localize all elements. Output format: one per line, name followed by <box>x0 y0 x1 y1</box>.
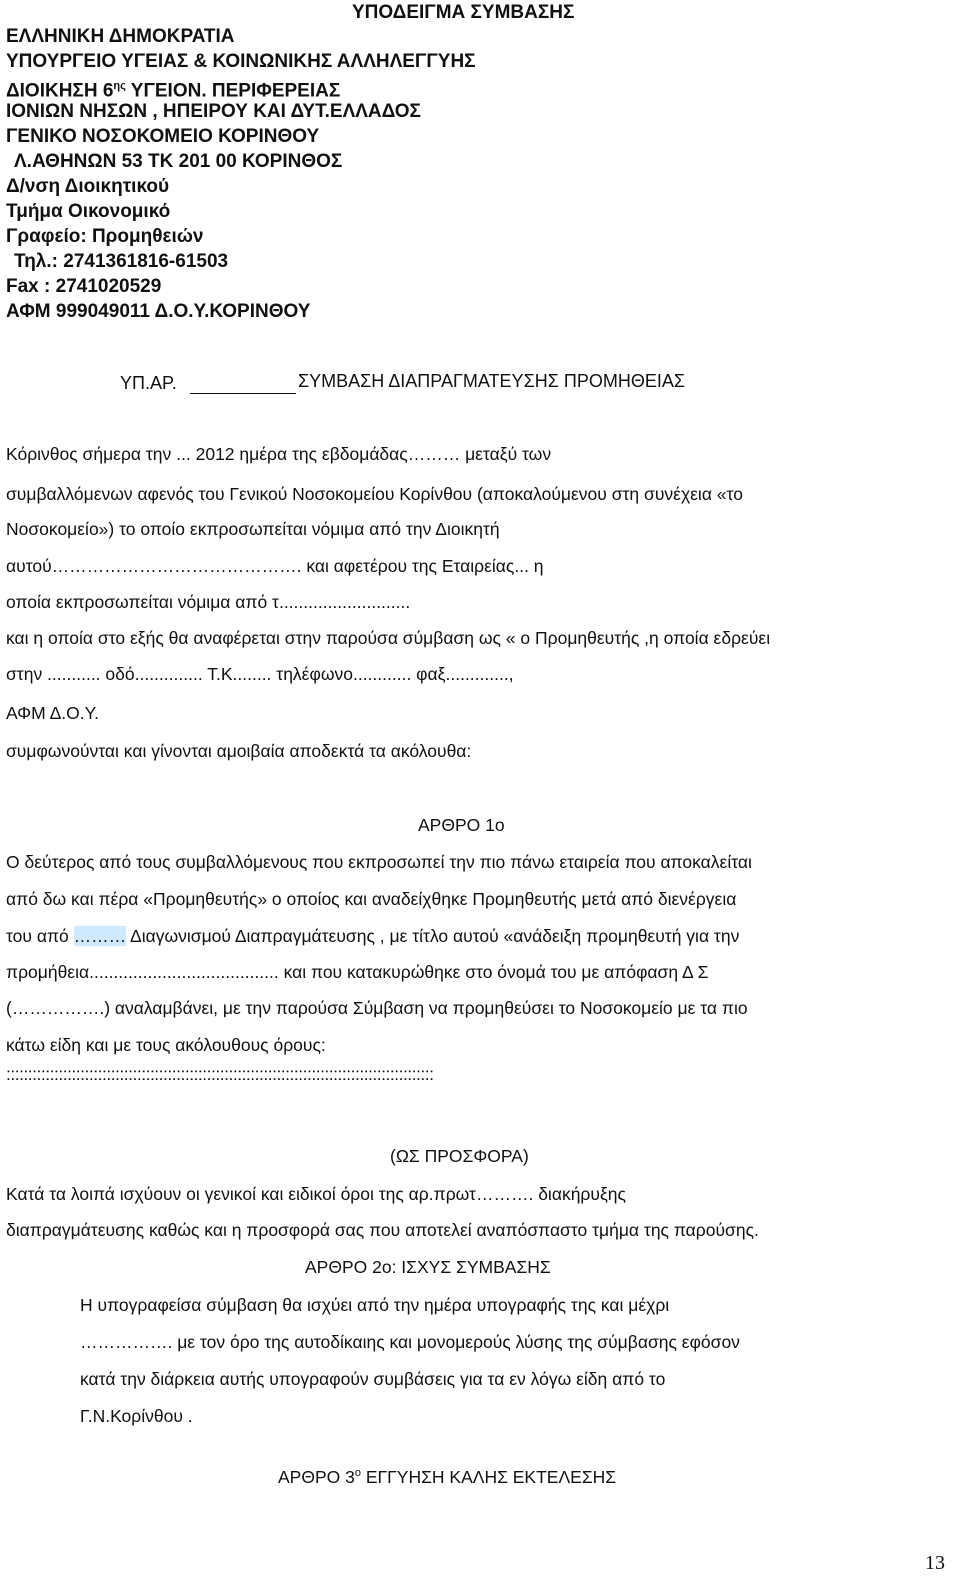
offer-placeholder: (ΩΣ ΠΡΟΣΦΟΡΑ) <box>390 1146 529 1166</box>
intro-line: συμβαλλόμενων αφενός του Γενικού Νοσοκομείου Κορίνθου (αποκαλούμενου στη συνέχεια «το <box>6 484 743 504</box>
header-line-state: ΕΛΛΗΝΙΚΗ ΔΗΜΟΚΡΑΤΙΑ <box>6 26 235 47</box>
dotted-separator: :::::::::::::::::::::::::::::::::::::::::::::::::::::::::::::::::::::::::::::::::::::::::::::::::: <box>6 1064 434 1084</box>
article-1-heading: ΑΡΘΡΟ 1ο <box>418 815 505 835</box>
article-2-line: Γ.Ν.Κορίνθου . <box>80 1406 193 1426</box>
header-line-address: Λ.ΑΘΗΝΩΝ 53 ΤΚ 201 00 ΚΟΡΙΝΘΟΣ <box>14 151 343 172</box>
intro-line: Κόρινθος σήμερα την ... 2012 ημέρα της εβδομάδας……… μεταξύ των <box>6 444 552 464</box>
article-1-closing-line: Κατά τα λοιπά ισχύουν οι γενικοί και ειδικοί όροι της αρ.πρωτ………. διακήρυξης <box>6 1184 626 1204</box>
article-1-line: κάτω είδη και με τους ακόλουθους όρους: <box>6 1035 326 1055</box>
header-line-phone: Τηλ.: 2741361816-61503 <box>14 251 229 272</box>
contract-title: ΣΥΜΒΑΣΗ ΔΙΑΠΡΑΓΜΑΤΕΥΣΗΣ ΠΡΟΜΗΘΕΙΑΣ <box>298 371 685 391</box>
article-1-line: από δω και πέρα «Προμηθευτής» ο οποίος και αναδείχθηκε Προμηθευτής μετά από διενέργεια <box>6 889 737 909</box>
document-title: ΥΠΟΔΕΙΓΜΑ ΣΥΜΒΑΣΗΣ <box>352 2 575 23</box>
header-line-fax: Fax : 2741020529 <box>6 276 162 297</box>
header-line-ministry: ΥΠΟΥΡΓΕΙΟ ΥΓΕΙΑΣ & ΚΟΙΝΩΝΙΚΗΣ ΑΛΛΗΛΕΓΓΥΗΣ <box>6 51 476 72</box>
article-2-line: Η υπογραφείσα σύμβαση θα ισχύει από την ημέρα υπογραφής της και μέχρι <box>80 1295 670 1315</box>
article-1-line: (…………….) αναλαμβάνει, με την παρούσα Σύμβαση να προμηθεύσει το Νοσοκομείο με τα πιο <box>6 998 748 1018</box>
header-line-region: ΙΟΝΙΩΝ ΝΗΣΩΝ , ΗΠΕΙΡΟΥ ΚΑΙ ΔΥΤ.ΕΛΛΑΔΟΣ <box>6 101 421 122</box>
article-2-line: κατά την διάρκεια αυτής υπογραφούν συμβάσεις για τα εν λόγω είδη από το <box>80 1369 666 1389</box>
article-3-heading: ΑΡΘΡΟ $3^o$ ΕΓΓΥΗΣΗ ΚΑΛΗΣ ΕΚΤΕΛΕΣΗΣ <box>278 1467 617 1487</box>
article-2-line: ……………. με τον όρο της αυτοδίκαιης και μονομερούς λύσης της σύμβασης εφόσον <box>80 1332 740 1352</box>
header-line-vat: ΑΦΜ 999049011 Δ.Ο.Υ.ΚΟΡΙΝΘΟΥ <box>6 301 311 322</box>
page-number: 13 <box>925 1552 945 1574</box>
article-1-line: προμήθεια....................................... και που κατακυρώθηκε στο όνομά του με απόφαση Δ Σ <box>6 962 709 982</box>
article-2-heading: ΑΡΘΡΟ 2ο: ΙΣΧΥΣ ΣΥΜΒΑΣΗΣ <box>305 1257 551 1277</box>
header-line-department: Τμήμα Οικονομικό <box>6 201 171 222</box>
article-1-line: του από ……… Διαγωνισμού Διαπραγμάτευσης , με τίτλο αυτού «ανάδειξη προμηθευτή για την <box>6 926 740 946</box>
header-line-directorate: Δ/νση Διοικητικού <box>6 176 170 197</box>
intro-line: αυτού……………………………………. και αφετέρου της Εταιρείας... η <box>6 556 544 576</box>
intro-line: συμφωνούνται και γίνονται αμοιβαία αποδεκτά τα ακόλουθα: <box>6 741 472 761</box>
header-line-hospital: ΓΕΝΙΚΟ ΝΟΣΟΚΟΜΕΙΟ ΚΟΡΙΝΘΟΥ <box>6 126 320 147</box>
intro-line: ΑΦΜ Δ.Ο.Υ. <box>6 703 99 723</box>
intro-line: στην ........... οδό.............. Τ.Κ........ τηλέφωνο............ φαξ............., <box>6 664 514 684</box>
reference-number-blank-line <box>190 393 296 394</box>
intro-line: και η οποία στο εξής θα αναφέρεται στην παρούσα σύμβαση ως « ο Προμηθευτής ,η οποία εδρεύει <box>6 628 771 648</box>
reference-number-label: ΥΠ.ΑΡ. <box>120 373 177 393</box>
intro-line: οποία εκπροσωπείται νόμιμα από τ........................... <box>6 592 411 612</box>
intro-line: Νοσοκομείο») το οποίο εκπροσωπείται νόμιμα από την Διοικητή <box>6 519 500 539</box>
article-1-line: Ο δεύτερος από τους συμβαλλόμενους που εκπροσωπεί την πιο πάνω εταιρεία που αποκαλείται <box>6 852 752 872</box>
highlighted-blank: ……… <box>73 926 127 946</box>
article-1-closing-line: διαπραγμάτευσης καθώς και η προσφορά σας που αποτελεί αναπόσπαστο τμήμα της παρούσης. <box>6 1220 759 1240</box>
header-line-office: Γραφείο: Προμηθειών <box>6 226 204 247</box>
header-line-district: ΔΙΟΙΚΗΣΗ $6^{\eta\varsigma}$ ΥΓΕΙΟΝ. ΠΕΡΙΦΕΡΕΙΑΣ <box>6 80 341 102</box>
